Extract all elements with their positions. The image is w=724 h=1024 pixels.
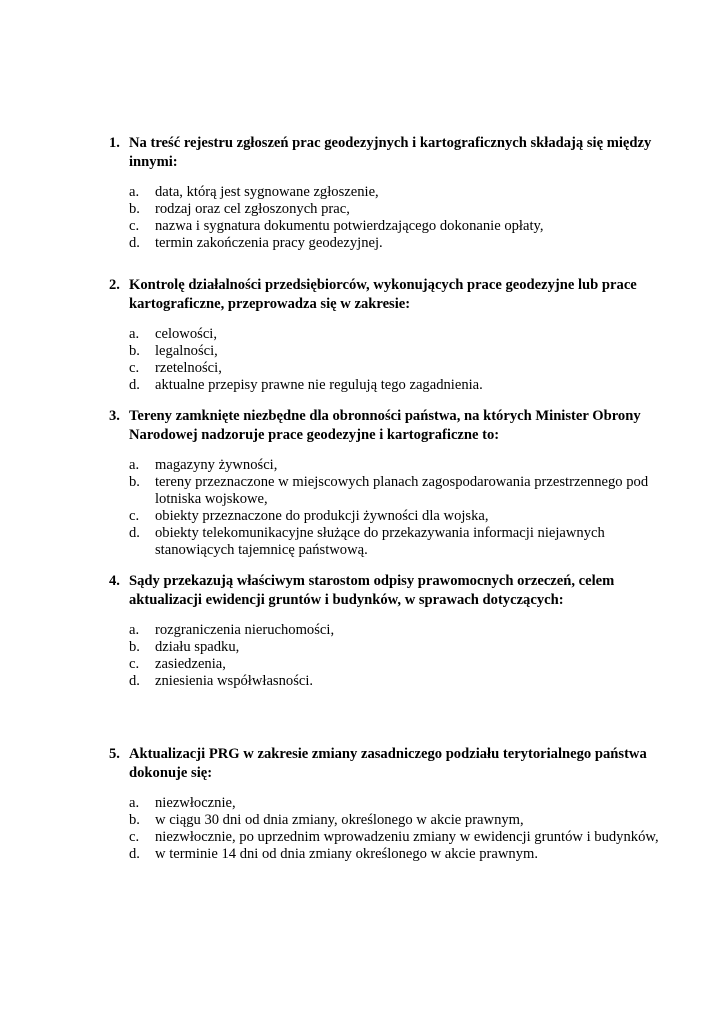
answer-option	[129, 184, 669, 201]
answer-option	[129, 525, 669, 559]
answer-list	[109, 795, 669, 863]
option-text: rozgraniczenia nieruchomości,	[155, 622, 335, 638]
question-heading	[109, 745, 669, 783]
option-letter: a.	[129, 184, 140, 200]
option-text: data, którą jest sygnowane zgłoszenie,	[155, 184, 379, 200]
option-letter: d.	[129, 235, 140, 251]
option-text: zasiedzenia,	[155, 656, 226, 672]
question-heading	[109, 276, 669, 314]
answer-option	[129, 795, 669, 812]
answer-option	[129, 639, 669, 656]
option-letter: b.	[129, 201, 140, 217]
answer-option	[129, 474, 669, 508]
answer-option	[129, 673, 669, 690]
answer-option	[129, 812, 669, 829]
option-letter: b.	[129, 343, 140, 359]
option-letter: a.	[129, 622, 140, 638]
option-letter: b.	[129, 639, 140, 655]
option-letter: b.	[129, 474, 140, 490]
question-heading	[109, 407, 669, 445]
option-letter: a.	[129, 326, 140, 342]
answer-list	[109, 184, 669, 252]
option-letter: c.	[129, 360, 140, 376]
question-2	[109, 276, 669, 394]
question-text: Sądy przekazują właściwym starostom odpisy prawomocnych orzeczeń, celem aktualizacji ewidencji gruntów i budynków, w sprawach dotyczących:	[129, 573, 615, 608]
question-text: Aktualizacji PRG w zakresie zmiany zasadniczego podziału terytorialnego państwa dokonuje się:	[129, 746, 647, 781]
option-text: rodzaj oraz cel zgłoszonych prac,	[155, 201, 350, 217]
option-text: w terminie 14 dni od dnia zmiany określonego w akcie prawnym.	[155, 846, 538, 862]
option-text: celowości,	[155, 326, 218, 342]
option-letter: c.	[129, 656, 140, 672]
option-text: zniesienia współwłasności.	[155, 673, 314, 689]
answer-option	[129, 235, 669, 252]
option-text: obiekty przeznaczone do produkcji żywności dla wojska,	[155, 508, 489, 524]
answer-option	[129, 343, 669, 360]
option-letter: d.	[129, 673, 140, 689]
answer-option	[129, 377, 669, 394]
option-text: niezwłocznie,	[155, 795, 236, 811]
question-text: Kontrolę działalności przedsiębiorców, wykonujących prace geodezyjne lub prace kartograficzne, przeprowadza się w zakresie:	[129, 277, 637, 312]
question-text: Na treść rejestru zgłoszeń prac geodezyjnych i kartograficznych składają się między innymi:	[129, 135, 652, 170]
question-number: 1.	[109, 135, 120, 151]
option-letter: d.	[129, 846, 140, 862]
answer-option	[129, 218, 669, 235]
option-text: w ciągu 30 dni od dnia zmiany, określonego w akcie prawnym,	[155, 812, 524, 828]
answer-option	[129, 622, 669, 639]
option-letter: c.	[129, 218, 140, 234]
question-number: 3.	[109, 408, 120, 424]
option-letter: d.	[129, 377, 140, 393]
answer-option	[129, 656, 669, 673]
answer-option	[129, 846, 669, 863]
question-4	[109, 572, 669, 690]
option-text: rzetelności,	[155, 360, 222, 376]
answer-option	[129, 829, 669, 846]
option-letter: c.	[129, 508, 140, 524]
question-1	[109, 134, 669, 252]
option-text: legalności,	[155, 343, 218, 359]
question-text: Tereny zamknięte niezbędne dla obronności państwa, na których Minister Obrony Narodowej nadzoruje prace geodezyjne i kartograficzne to:	[129, 408, 641, 443]
answer-list	[109, 457, 669, 559]
question-number: 4.	[109, 573, 120, 589]
answer-list	[109, 622, 669, 690]
option-text: tereny przeznaczone w miejscowych planach zagospodarowania przestrzennego pod lotniska wojskowe,	[155, 474, 649, 507]
option-text: niezwłocznie, po uprzednim wprowadzeniu zmiany w ewidencji gruntów i budynków,	[155, 829, 659, 845]
question-number: 5.	[109, 746, 120, 762]
option-text: obiekty telekomunikacyjne służące do przekazywania informacji niejawnych stanowiących tajemnicę państwową.	[155, 525, 605, 558]
option-text: aktualne przepisy prawne nie regulują tego zagadnienia.	[155, 377, 483, 393]
question-number: 2.	[109, 277, 120, 293]
answer-option	[129, 360, 669, 377]
option-letter: d.	[129, 525, 140, 541]
option-letter: c.	[129, 829, 140, 845]
option-letter: b.	[129, 812, 140, 828]
answer-option	[129, 326, 669, 343]
question-5	[109, 745, 669, 863]
answer-option	[129, 508, 669, 525]
option-text: działu spadku,	[155, 639, 240, 655]
option-letter: a.	[129, 795, 140, 811]
option-text: nazwa i sygnatura dokumentu potwierdzającego dokonanie opłaty,	[155, 218, 544, 234]
option-letter: a.	[129, 457, 140, 473]
answer-option	[129, 457, 669, 474]
question-heading	[109, 572, 669, 610]
answer-list	[109, 326, 669, 394]
option-text: magazyny żywności,	[155, 457, 278, 473]
question-3	[109, 407, 669, 559]
question-heading	[109, 134, 669, 172]
answer-option	[129, 201, 669, 218]
option-text: termin zakończenia pracy geodezyjnej.	[155, 235, 383, 251]
